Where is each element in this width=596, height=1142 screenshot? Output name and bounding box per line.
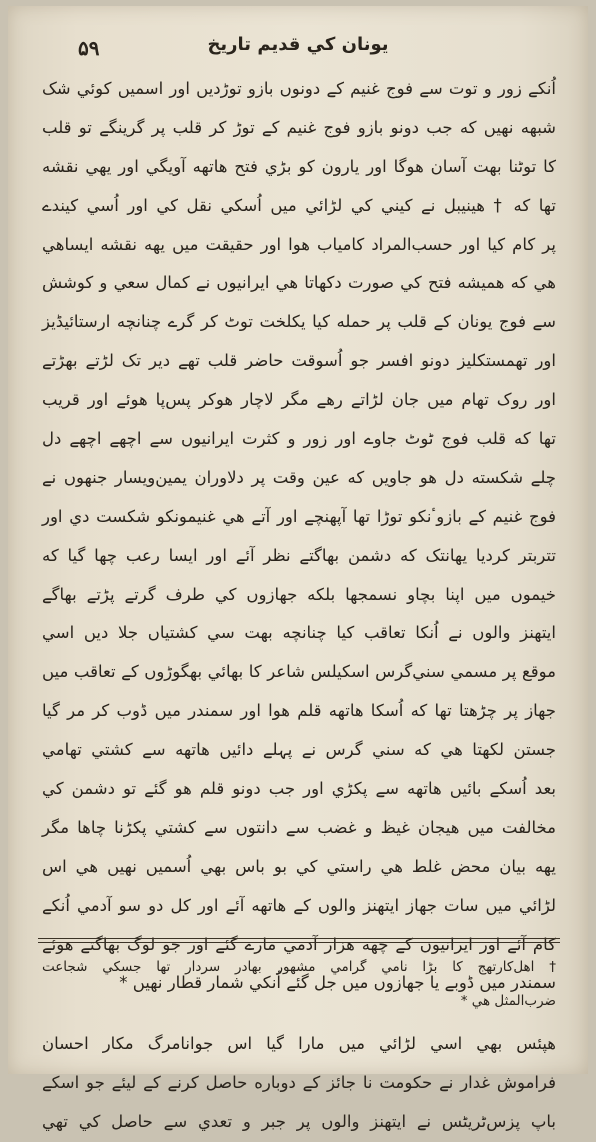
footnote-line: † اهل‌کارتهج کا بڑا نامي گرامي مشهور بهادر سردار تها جسکي شجاعت — [42, 959, 556, 975]
text-line: کام آئے اور ايرانيوں کے چهه هزار آدمي مارے گئے اور جو لوگ بهاگتے هوئے — [42, 934, 556, 954]
text-line: خيموں ميں اپنا بچاو نسمجها بلکه جهازوں کي طرف گرتے پڑتے بهاگے — [42, 584, 556, 604]
text-line: تها که † هينيبل نے کيني کي لڑائي ميں اُسکي نقل کي اور اُسي کيندے — [42, 195, 556, 215]
text-line: سمندر ميں ڈوبے يا جهازوں ميں جل گئے اُنکي شمار قطار نهيں * — [119, 973, 556, 993]
page-header — [48, 28, 548, 68]
footnote — [42, 950, 556, 1018]
text-line: مخالفت ميں هيجان غيظ و غضب سے دانتوں سے کشتي پکڑنا چاها مگر — [42, 817, 556, 837]
page-number: ۵۹ — [78, 36, 100, 60]
running-title: یونان کي قديم تاريخ — [207, 34, 389, 55]
text-line: اور روک تهام ميں جان لڑاتے رهے مگر لاچار هوکر پس‌پا هوئے اور قريب — [42, 390, 556, 410]
text-line: باپ پزس‌ٹريٹس نے ايتهنز والوں پر جبر و تعدي سے حاصل کي تهي — [42, 1112, 556, 1132]
text-line: اور تهمستکليز دونو افسر جو اُسوقت حاضر قلب تهے دير تک لڑتے بهڑتے — [42, 351, 556, 371]
text-line: ايتهنز والوں نے اُنکا تعاقب کيا چنانچه بهت سي کشتياں جلا ديں اسي — [42, 623, 556, 643]
text-line: سے فوج يونان کے قلب پر حمله کيا يکلخت توٹ کر گرے چنانچه ارستائيڈيز — [42, 312, 556, 332]
book-page — [8, 6, 588, 1132]
text-line: جستن لکهتا هي که سني گرس نے پہلے دائيں هاتهه سے کشتي تهامي — [42, 740, 556, 760]
footnote-rule — [38, 938, 560, 943]
text-line: جهاز پر چڑهتا تها که اُسکا هاتهه قلم هوا اور سمندر ميں ڈوب کر مر گيا — [42, 701, 556, 721]
text-line: موقع پر مسمي سني‌گرس اسکيلس شاعر کا بهائي بهگوڑوں کے تعاقب ميں — [42, 662, 556, 682]
text-line: يهه بيان محض غلط هي راستي کي بو باس بهي اُسميں نهيں هي اس — [42, 856, 556, 876]
text-line: چلے شکسته دل هو جاويں که عين وقت پر دلاوران يمين‌ويسار جنهوں نے — [42, 467, 556, 487]
text-line: تها که قلب فوج ٹوٹ جاوے اور زور و کثرت ايرانيوں سے اچهے اچهے دل — [42, 429, 556, 449]
text-line: هپئس بهي اسي لڑائي ميں مارا گيا اس جوانامرگ مکار احسان — [42, 1034, 556, 1054]
text-line: فوج غنيم کے بازوٴنکو توڑا تها آپهنچے اور آتے هي غنيمونکو شکست دي اور — [42, 506, 556, 526]
text-line: پر کام کيا اور حسب‌المراد کامياب هوا اور حقيقت ميں يهه نقشه ايساهي — [42, 234, 556, 254]
text-line: اُنکے زور و توت سے فوج غنيم کے دونوں بازو توڑديں اور اسمیں کوئي شک — [42, 79, 556, 98]
text-line: فراموش غدار نے حکومت نا جائز کے دوباره حاصل کرنے کے لیئے جو اسکے — [42, 1073, 556, 1093]
text-line: تتربتر کرديا يهانتک که دشمن بهاگتے نظر آئے اور ايسا رعب چها گيا که — [42, 545, 556, 565]
text-line: بعد اُسکے بائيں هاتهه سے پکڑي اور جب دونو قلم هو گئے تو دشمن کي — [42, 779, 556, 799]
text-line: شبهه نهيں که جب دونو بازو فوج غنيم کے توڑ کر قلب پر گرينگے تو قلب — [42, 117, 556, 137]
text-line: کا توٹنا بهت آسان هوگا اور يارون کو بڑي فتح هاتهه آويگي اور يهي نقشه — [42, 156, 556, 176]
footnote-line: ضرب‌المثل هي * — [460, 993, 556, 1009]
text-line: لڑائي ميں سات جهاز ايتهنز والوں کے هاتهه آئے اور کل دو سو آدمي اُنکے — [42, 895, 556, 915]
text-line: هي که هميشه فتح کي صورت دکهاتا هي ايرانيوں نے کمال سعي و کوشش — [42, 273, 556, 293]
